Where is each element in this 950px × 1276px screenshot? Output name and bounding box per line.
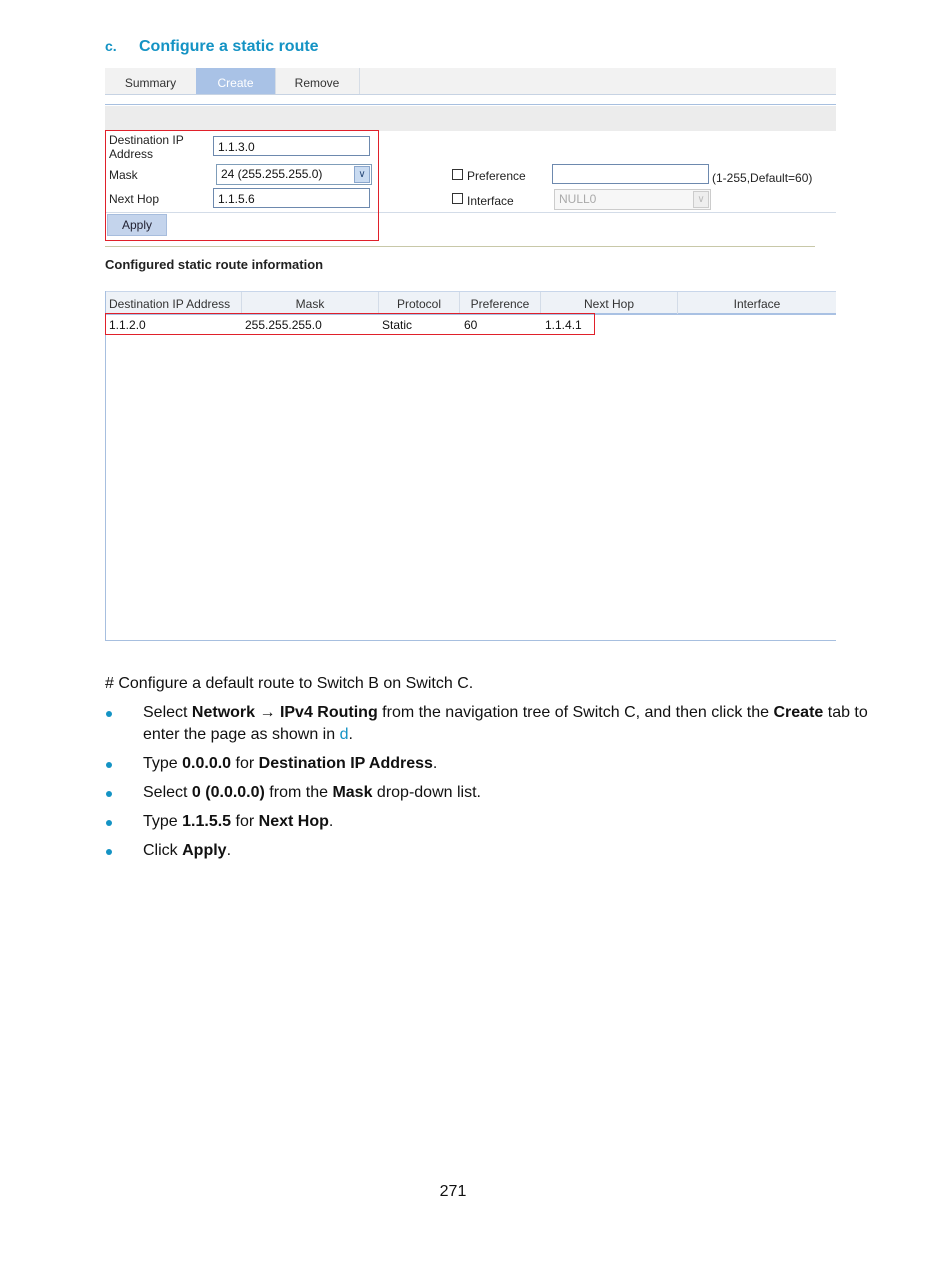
interface-select[interactable] xyxy=(554,189,711,210)
bullet-1-line-2: enter the page as shown in d. xyxy=(143,726,353,743)
col-dest-ip[interactable]: Destination IP Address xyxy=(105,292,242,314)
bullet-icon xyxy=(106,711,112,717)
dest-ip-input[interactable]: 1.1.3.0 xyxy=(213,136,370,156)
table-left-border xyxy=(105,291,106,641)
bullet-3: Select 0 (0.0.0.0) from the Mask drop-down list. xyxy=(143,784,481,801)
next-hop-label: Next Hop xyxy=(109,192,160,206)
highlight-box-row xyxy=(105,313,595,335)
preference-hint: (1-255,Default=60) xyxy=(712,171,813,185)
intro-paragraph: # Configure a default route to Switch B on Switch C. xyxy=(105,675,474,692)
mask-select-value: 24 (255.255.255.0) xyxy=(221,167,323,181)
form-top-divider xyxy=(105,104,836,105)
tab-summary[interactable]: Summary xyxy=(105,68,197,94)
cell-mask: 255.255.255.0 xyxy=(245,318,322,332)
col-interface[interactable]: Interface xyxy=(733,297,781,311)
col-protocol[interactable]: Protocol xyxy=(379,292,460,314)
tab-bar xyxy=(105,68,836,95)
static-route-screenshot xyxy=(105,68,836,642)
bullet-4: Type 1.1.5.5 for Next Hop. xyxy=(143,813,334,830)
bullet-1-line-1: Select Network → IPv4 Routing from the navigation tree of Switch C, and then click the Create tab to xyxy=(143,704,868,721)
mask-label: Mask xyxy=(109,168,138,182)
tab-create[interactable]: Create xyxy=(196,68,276,94)
cell-dest-ip: 1.1.2.0 xyxy=(109,318,146,332)
figure-d-link[interactable]: d xyxy=(339,726,349,743)
apply-button[interactable]: Apply xyxy=(107,214,167,236)
preference-checkbox[interactable] xyxy=(452,169,463,180)
page-number: 271 xyxy=(439,1183,467,1200)
section-title: Configure a static route xyxy=(139,38,319,55)
chevron-down-icon: ∨ xyxy=(693,191,709,208)
next-hop-input[interactable]: 1.1.5.6 xyxy=(213,188,370,208)
interface-select-value: NULL0 xyxy=(559,192,597,206)
section-divider xyxy=(105,246,815,247)
col-preference[interactable]: Preference xyxy=(460,292,541,314)
bullet-icon xyxy=(106,762,112,768)
preference-label: Preference xyxy=(467,169,526,183)
section-letter: c. xyxy=(105,38,117,54)
bullet-icon xyxy=(106,820,112,826)
interface-label: Interface xyxy=(467,194,514,208)
bullet-5: Click Apply. xyxy=(143,842,232,859)
cell-protocol: Static xyxy=(382,318,413,332)
table-bottom-border xyxy=(105,640,836,641)
bullet-2: Type 0.0.0.0 for Destination IP Address. xyxy=(143,755,438,772)
form-header-band xyxy=(105,106,836,131)
cell-next-hop: 1.1.4.1 xyxy=(545,318,582,332)
cell-preference: 60 xyxy=(464,318,478,332)
col-next-hop[interactable]: Next Hop xyxy=(541,292,678,314)
route-table-header xyxy=(105,291,836,315)
preference-input[interactable] xyxy=(552,164,709,184)
chevron-down-icon[interactable]: ∨ xyxy=(354,166,370,183)
highlight-box-form xyxy=(105,130,379,241)
interface-checkbox[interactable] xyxy=(452,193,463,204)
col-mask[interactable]: Mask xyxy=(242,292,379,314)
section-heading xyxy=(105,38,319,56)
dest-ip-label: Destination IP Address xyxy=(109,133,184,161)
bullet-icon xyxy=(106,849,112,855)
tab-remove[interactable]: Remove xyxy=(275,68,360,94)
route-info-title: Configured static route information xyxy=(105,257,324,272)
bullet-icon xyxy=(106,791,112,797)
